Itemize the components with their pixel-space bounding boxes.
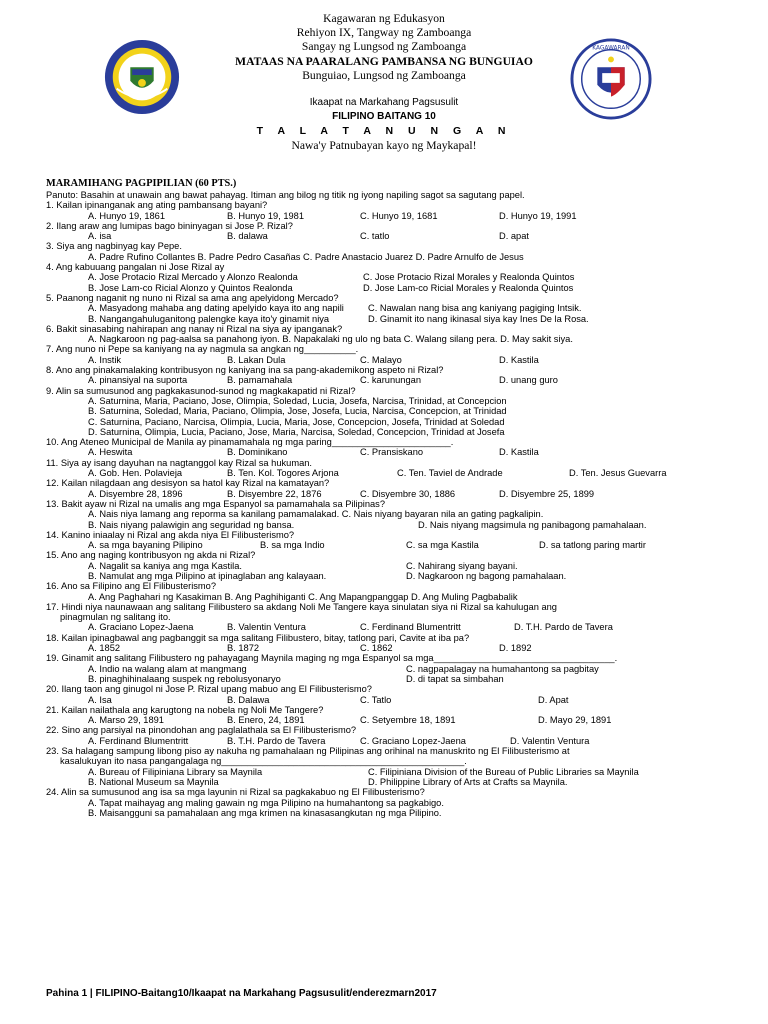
option: A. 1852 bbox=[88, 643, 121, 654]
question-12: 12. Kailan nilagdaan ang desisyon sa hatol kay Rizal na kamatayan? bbox=[46, 478, 330, 489]
page-footer: Pahina 1 | FILIPINO-Baitang10/Ikaapat na Markahang Pagsusulit/enderezmarn2017 bbox=[46, 988, 437, 999]
question-4: 4. Ang kabuuang pangalan ni Jose Rizal ay bbox=[46, 262, 225, 273]
question-18: 18. Kailan ipinagbawal ang pagbanggit sa mga salitang Filibustero, bitay, tatlong pari, Cavite at iba pa? bbox=[46, 632, 470, 643]
question-6-options: A. Nagkaroon ng pag-aalsa sa panahong iyon. B. Napakalaki ng ulo ng bata C. Walang silang pera. D. May sakit siya. bbox=[88, 334, 573, 345]
option: D. Hunyo 19, 1991 bbox=[499, 210, 577, 221]
header-region: Rehiyon IX, Tangway ng Zamboanga bbox=[296, 26, 472, 40]
question-4-options-ac bbox=[46, 272, 736, 282]
question-11: 11. Siya ay isang dayuhan na nagtanggol kay Rizal sa hukuman. bbox=[46, 457, 312, 468]
option: D. Philippine Library of Arts at Crafts sa Maynila. bbox=[368, 776, 568, 787]
question-5-options-bd bbox=[46, 314, 736, 324]
question-7: 7. Ang nuno ni Pepe sa kaniyang na ay nagmula sa angkan ng__________. bbox=[46, 344, 359, 355]
option: A. Ferdinand Blumentritt bbox=[88, 735, 189, 746]
question-17: 17. Hindi niya naunawaan ang salitang Filibustero sa akdang Noli Me Tangere kaya sinulatan siya ni Rizal sa kahulugan ang bbox=[46, 601, 557, 612]
option: C. Graciano Lopez-Jaena bbox=[360, 735, 466, 746]
header-department: Kagawaran ng Edukasyon bbox=[323, 12, 445, 25]
question-12-options bbox=[46, 489, 736, 499]
option: C. Saturnina, Paciano, Narcisa, Olimpia, Lucia, Maria, Jose, Concepcion, Josefa, Trinidad at Soledad bbox=[88, 416, 505, 427]
question-18-options bbox=[46, 643, 736, 653]
option: D. Saturnina, Olimpia, Lucia, Paciano, Jose, Maria, Narcisa, Soledad, Concepcion, Trinidad at Josefa bbox=[88, 426, 505, 437]
option: C. Hunyo 19, 1681 bbox=[360, 210, 438, 221]
option: A. Saturnina, Maria, Paciano, Jose, Olimpia, Soledad, Lucia, Josefa, Narcisa, Trinidad, at Concepcion bbox=[88, 395, 507, 406]
question-17-continued: pinagmulan ng salitang ito. bbox=[60, 612, 171, 623]
option: D. Mayo 29, 1891 bbox=[538, 715, 612, 726]
option: D. sa tatlong paring martir bbox=[539, 540, 646, 551]
question-13-options-bd bbox=[46, 520, 736, 530]
option: B. Namulat ang mga Pilipino at ipinaglaban ang kalayaan. bbox=[88, 570, 327, 581]
option: B. 1872 bbox=[227, 643, 260, 654]
option: A. isa bbox=[88, 231, 112, 242]
option: B. pinaghihinalaang suspek ng rebolusyonaryo bbox=[88, 673, 281, 684]
question-2-options bbox=[46, 231, 736, 241]
option: B. dalawa bbox=[227, 231, 268, 242]
question-5: 5. Paanong naganit ng nuno ni Rizal sa ama ang apelyidong Mercado? bbox=[46, 292, 339, 303]
instructions: Panuto: Basahin at unawain ang bawat pahayag. Itiman ang bilog ng titik ng iyong napiling sagot sa sagutang papel. bbox=[46, 190, 525, 200]
option: A. Marso 29, 1891 bbox=[88, 715, 164, 726]
option: A. Indio na walang alam at mangmang bbox=[88, 663, 247, 674]
question-15-options-ac bbox=[46, 561, 736, 571]
option: D. unang guro bbox=[499, 375, 558, 386]
svg-text:KAGAWARAN: KAGAWARAN bbox=[592, 45, 630, 52]
option: C. Ferdinand Blumentritt bbox=[360, 622, 461, 633]
option: C. Pransiskano bbox=[360, 447, 424, 458]
question-22: 22. Sino ang parsiyal na pinondohan ang paglalathala sa El Filibusterismo? bbox=[46, 725, 357, 736]
header-division: Sangay ng Lungsod ng Zamboanga bbox=[301, 40, 467, 54]
option: C. Nawalan nang bisa ang kaniyang pagiging Intsik. bbox=[368, 303, 582, 314]
question-7-options bbox=[46, 355, 736, 365]
option: D. Ten. Jesus Guevarra bbox=[569, 468, 667, 479]
question-14: 14. Kanino iniaalay ni Rizal ang akda niya El Filibusterismo? bbox=[46, 529, 295, 540]
option: C. Ten. Taviel de Andrade bbox=[397, 468, 503, 479]
option: B. National Museum sa Maynila bbox=[88, 776, 219, 787]
question-23: 23. Sa halagang sampung libong piso ay nakuha ng pamahalaan ng Pilipinas ang orihinal na manuskrito ng El Filibusterismo at bbox=[46, 746, 570, 757]
question-21: 21. Kailan nailathala ang karugtong na nobela ng Noli Me Tangere? bbox=[46, 704, 324, 715]
option: C. Setyembre 18, 1891 bbox=[360, 715, 456, 726]
option: B. Jose Lam-co Ricial Alonzo y Quintos Realonda bbox=[88, 282, 293, 293]
option: C. Tatlo bbox=[360, 694, 392, 705]
option: A. Graciano Lopez-Jaena bbox=[88, 622, 194, 633]
header-exam-title: Ikaapat na Markahang Pagsusulit bbox=[309, 97, 459, 109]
question-10-options bbox=[46, 447, 736, 457]
option: A. Isa bbox=[88, 694, 112, 705]
document-header bbox=[0, 12, 768, 153]
option: D. T.H. Pardo de Tavera bbox=[514, 622, 613, 633]
question-13: 13. Bakit ayaw ni Rizal na umalis ang mga Espanyol sa pamamahala sa Pilipinas? bbox=[46, 498, 386, 509]
question-10: 10. Ang Ateneo Municipal de Manila ay pinamamahala ng mga paring_______________________. bbox=[46, 437, 454, 448]
question-21-options bbox=[46, 715, 736, 725]
option: C. tatlo bbox=[360, 231, 390, 242]
option: C. 1862 bbox=[360, 643, 393, 654]
question-22-options bbox=[46, 736, 736, 746]
option: B. Nais niyang palawigin ang seguridad ng bansa. bbox=[88, 519, 295, 530]
option: D. apat bbox=[499, 231, 529, 242]
option: A. Hunyo 19, 1861 bbox=[88, 210, 166, 221]
option: D. Nagkaroon ng bagong pamahalaan. bbox=[406, 570, 567, 581]
question-16-options: A. Ang Paghahari ng Kasakiman B. Ang Paghihiganti C. Ang Mapangpanggap D. Ang Muling Pagbabalik bbox=[88, 591, 518, 602]
option: C. karunungan bbox=[360, 375, 421, 386]
header-subject: FILIPINO BAITANG 10 bbox=[332, 111, 436, 123]
option: B. T.H. Pardo de Tavera bbox=[227, 735, 326, 746]
option: D. Jose Lam-co Ricial Morales y Realonda Quintos bbox=[363, 282, 574, 293]
question-20: 20. Ilang taon ang ginugol ni Jose P. Rizal upang mabuo ang El Filibusterismo? bbox=[46, 684, 372, 695]
question-23-options-bd bbox=[46, 777, 736, 787]
option: D. 1892 bbox=[499, 643, 532, 654]
question-14-options bbox=[46, 540, 736, 550]
option: C. Jose Protacio Rizal Morales y Realonda Quintos bbox=[363, 272, 575, 283]
option: B. Lakan Dula bbox=[227, 354, 286, 365]
option: A. Disyembre 28, 1896 bbox=[88, 488, 183, 499]
header-school-name: MATAAS NA PAARALANG PAMBANSA NG BUNGUIAO bbox=[235, 54, 533, 68]
option: B. Valentin Ventura bbox=[227, 622, 306, 633]
question-9: 9. Alin sa sumusunod ang pagkakasunod-sunod ng magkakapatid ni Rizal? bbox=[46, 385, 356, 396]
header-blessing: Nawa'y Patnubayan kayo ng Maykapal! bbox=[291, 138, 477, 152]
option: B. Dalawa bbox=[227, 694, 270, 705]
option: B. pamamahala bbox=[227, 375, 293, 386]
header-talatanungan: T A L A T A N U N G A N bbox=[256, 125, 512, 138]
section-title: MARAMIHANG PAGPIPILIAN (60 PTS.) bbox=[46, 178, 237, 189]
option: A. Tapat maihayag ang maling gawain ng mga Pilipino na humahantong sa pagkabigo. bbox=[88, 797, 444, 808]
question-24: 24. Alin sa sumusunod ang isa sa mga layunin ni Rizal sa pagkakabuo ng El Filibusterismo? bbox=[46, 787, 425, 798]
option: D. Kastila bbox=[499, 447, 539, 458]
option: C. Nahirang siyang bayani. bbox=[406, 560, 518, 571]
question-8-options bbox=[46, 375, 736, 385]
question-6: 6. Bakit sinasabing nahirapan ang nanay ni Rizal na siya ay ipanganak? bbox=[46, 323, 343, 334]
option: A. Instik bbox=[88, 354, 122, 365]
question-19-options-ac bbox=[46, 664, 736, 674]
question-3: 3. Siya ang nagbinyag kay Pepe. bbox=[46, 241, 182, 252]
question-15: 15. Ano ang naging kontribusyon ng akda ni Rizal? bbox=[46, 550, 256, 561]
question-1: 1. Kailan ipinanganak ang ating pambansang bayani? bbox=[46, 200, 268, 211]
exam-content bbox=[46, 178, 736, 818]
question-23-continued: kasalukuyan ito nasa pangangalaga ng_______________________________________________. bbox=[60, 756, 467, 767]
option: C. Disyembre 30, 1886 bbox=[360, 488, 456, 499]
question-8: 8. Ano ang pinakamalaking kontribusyon ng kaniyang ina sa pang-akademikong aspeto ni Rizal? bbox=[46, 365, 444, 376]
question-3-options: A. Padre Rufino Collantes B. Padre Pedro Casañas C. Padre Anastacio Juarez D. Padre Arnulfo de Jesus bbox=[88, 251, 524, 262]
option: A. Nagalit sa kaniya ang mga Kastila. bbox=[88, 560, 242, 571]
option: B. Enero, 24, 1891 bbox=[227, 715, 305, 726]
option: A. Nais niya lamang ang reporma sa kanilang pamamalakad. C. Nais niyang bayaran nila an gating pagkalipin. bbox=[88, 509, 544, 520]
option: D. Ginamit ito nang ikinasal siya kay Ines De la Rosa. bbox=[368, 313, 589, 324]
option: A. Heswita bbox=[88, 447, 133, 458]
question-1-options bbox=[46, 211, 736, 221]
option: D. Apat bbox=[538, 694, 569, 705]
question-11-options bbox=[46, 468, 736, 478]
option: B. Ten. Kol. Togores Arjona bbox=[227, 468, 339, 479]
option: D. Disyembre 25, 1899 bbox=[499, 488, 595, 499]
option: C. Filipiniana Division of the Bureau of Public Libraries sa Maynila bbox=[368, 766, 639, 777]
question-17-options bbox=[46, 622, 736, 632]
option: A. Masyadong mahaba ang dating apelyido kaya ito ang napili bbox=[88, 303, 344, 314]
question-15-options-bd bbox=[46, 571, 736, 581]
question-19: 19. Ginamit ang salitang Filibustero ng pahayagang Maynila maging ng mga Espanyol sa mga___________________________________. bbox=[46, 653, 618, 664]
option: B. Disyembre 22, 1876 bbox=[227, 488, 322, 499]
option: D. Nais niyang magsimula ng panibagong pamahalaan. bbox=[418, 519, 647, 530]
question-5-options-ac bbox=[46, 303, 736, 313]
option: A. Jose Protacio Rizal Mercado y Alonzo Realonda bbox=[88, 272, 298, 283]
option: B. Saturnina, Soledad, Maria, Paciano, Olimpia, Jose, Josefa, Lucia, Narcisa, Concepcion, at Trinidad bbox=[88, 406, 507, 417]
option: C. Malayo bbox=[360, 354, 402, 365]
question-4-options-bd bbox=[46, 283, 736, 293]
option: C. nagpapalagay na humahantong sa pagbitay bbox=[406, 663, 599, 674]
option: B. Nangangahuluganitong palengke kaya ito'y ginamit niya bbox=[88, 313, 330, 324]
question-23-options-ac bbox=[46, 767, 736, 777]
option: A. sa mga bayaning Pilipino bbox=[88, 540, 203, 551]
question-20-options bbox=[46, 695, 736, 705]
option: B. sa mga Indio bbox=[260, 540, 325, 551]
question-2: 2. Ilang araw ang lumipas bago bininyagan si Jose P. Rizal? bbox=[46, 220, 293, 231]
option: A. pinansiyal na suporta bbox=[88, 375, 188, 386]
option: D. di tapat sa simbahan bbox=[406, 673, 504, 684]
question-19-options-bd bbox=[46, 674, 736, 684]
option: D. Kastila bbox=[499, 354, 539, 365]
option: C. sa mga Kastila bbox=[406, 540, 479, 551]
option: D. Valentin Ventura bbox=[510, 735, 590, 746]
option: B. Maisangguni sa pamahalaan ang mga krimen na kinasasangkutan ng mga Pilipino. bbox=[88, 807, 442, 818]
option: A. Bureau of Filipiniana Library sa Maynila bbox=[88, 766, 263, 777]
option: A. Gob. Hen. Polavieja bbox=[88, 468, 183, 479]
option: B. Dominikano bbox=[227, 447, 288, 458]
question-16: 16. Ano sa Filipino ang El Filibusterismo? bbox=[46, 581, 217, 592]
header-address: Bunguiao, Lungsod ng Zamboanga bbox=[302, 68, 466, 82]
option: B. Hunyo 19, 1981 bbox=[227, 210, 305, 221]
